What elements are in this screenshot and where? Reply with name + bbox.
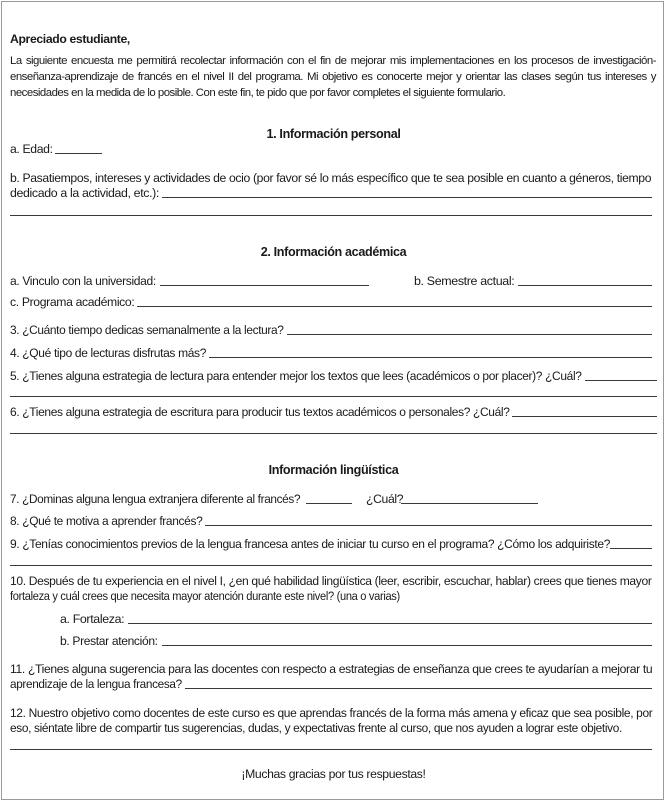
hobbies-field[interactable] [162, 197, 652, 198]
q3-label: 3. ¿Cuánto tiempo dedicas semanalmente a la lectura? [10, 323, 284, 337]
q7-label: 7. ¿Dominas alguna lengua extranjera diferente al francés? [10, 492, 301, 506]
q6-label: 6. ¿Tienes alguna estrategia de escritura para producir tus textos académicos o personales? ¿Cuál? [10, 405, 510, 419]
q7-which-field[interactable] [401, 503, 538, 504]
q11-label-line1: 11. ¿Tienes alguna sugerencia para las docentes con respecto a estrategias de enseñanza que crees te ayudarían a mejorar tu [10, 662, 653, 676]
program-label: c. Programa académico: [10, 295, 135, 309]
q12-field[interactable] [10, 749, 652, 750]
section-title-personal: 1. Información personal [266, 127, 401, 141]
q12-label-line2: eso, siéntate libre de compartir tus sugerencias, dudas, y expectativas frente al curso, que nos ayuden a lograr este objetivo. [10, 721, 622, 735]
q5-field[interactable] [585, 380, 657, 381]
age-field[interactable] [55, 153, 102, 154]
q10-attention-field[interactable] [162, 645, 652, 646]
q8-label: 8. ¿Qué te motiva a aprender francés? [10, 514, 203, 528]
q9-label: 9. ¿Tenías conocimientos previos de la lengua francesa antes de iniciar tu curso en el programa? ¿Cómo los adquiriste? [10, 537, 611, 551]
q11-field[interactable] [185, 688, 652, 689]
university-link-label: a. Vinculo con la universidad: [10, 274, 156, 288]
age-label: a. Edad: [10, 142, 53, 156]
hobbies-field-extra-line[interactable] [10, 215, 652, 216]
hobbies-label-line1: b. Pasatiempos, intereses y actividades de ocio (por favor sé lo más específico que te sea posible en cuanto a géneros, tiempo [10, 171, 652, 185]
section-title-linguistic: Información lingüística [268, 463, 399, 477]
greeting: Apreciado estudiante, [10, 32, 130, 46]
q10-label-line1: 10. Después de tu experiencia en el nivel I, ¿en qué habilidad lingüística (leer, escribir, escuchar, hablar) crees que tienes mayor [10, 574, 652, 588]
semester-field[interactable] [518, 285, 652, 286]
q11-label-line2: aprendizaje de la lengua francesa? [10, 677, 182, 691]
closing-message: ¡Muchas gracias por tus respuestas! [241, 767, 426, 781]
section-title-academic: 2. Información académica [260, 245, 407, 259]
q6-field-extra-line[interactable] [10, 433, 657, 434]
q3-field[interactable] [287, 334, 652, 335]
q4-label: 4. ¿Qué tipo de lecturas disfrutas más? [10, 346, 207, 360]
q12-label-line1: 12. Nuestro objetivo como docentes de este curso es que aprendas francés de la forma más amena y eficaz que sea posible, por [10, 706, 653, 720]
hobbies-label-line2: dedicado a la actividad, etc.): [10, 186, 160, 200]
q4-field[interactable] [209, 357, 652, 358]
q6-field[interactable] [512, 416, 657, 417]
intro-paragraph: La siguiente encuesta me permitirá recolectar información con el fin de mejorar mis implementaciones en los procesos de investigación-enseñanza-aprendizaje de francés en el nivel II del programa. Mi objetivo es conocerte mejor y orientar las clases según tus intereses y necesidades en la medida de lo posible. Con este fin, te pido que por favor completes el siguiente formulario. [10, 55, 656, 99]
q9-field-extra-line[interactable] [10, 565, 652, 566]
q7-which-label: ¿Cuál? [366, 492, 404, 506]
q7-field[interactable] [306, 503, 352, 504]
q5-label: 5. ¿Tienes alguna estrategia de lectura para entender mejor los textos que lees (académicos o por placer)? ¿Cuál? [10, 369, 582, 383]
university-link-field[interactable] [160, 285, 369, 286]
q10-strength-label: a. Fortaleza: [60, 612, 125, 626]
q10-attention-label: b. Prestar atención: [60, 634, 158, 648]
q5-field-extra-line[interactable] [10, 396, 657, 397]
q10-label-line2: fortaleza y cuál crees que necesita mayor atención durante este nivel? (una o varias) [10, 589, 400, 603]
q8-field[interactable] [205, 525, 652, 526]
q10-strength-field[interactable] [128, 623, 652, 624]
q9-field[interactable] [610, 548, 652, 549]
semester-label: b. Semestre actual: [414, 274, 515, 288]
program-field[interactable] [137, 306, 652, 307]
